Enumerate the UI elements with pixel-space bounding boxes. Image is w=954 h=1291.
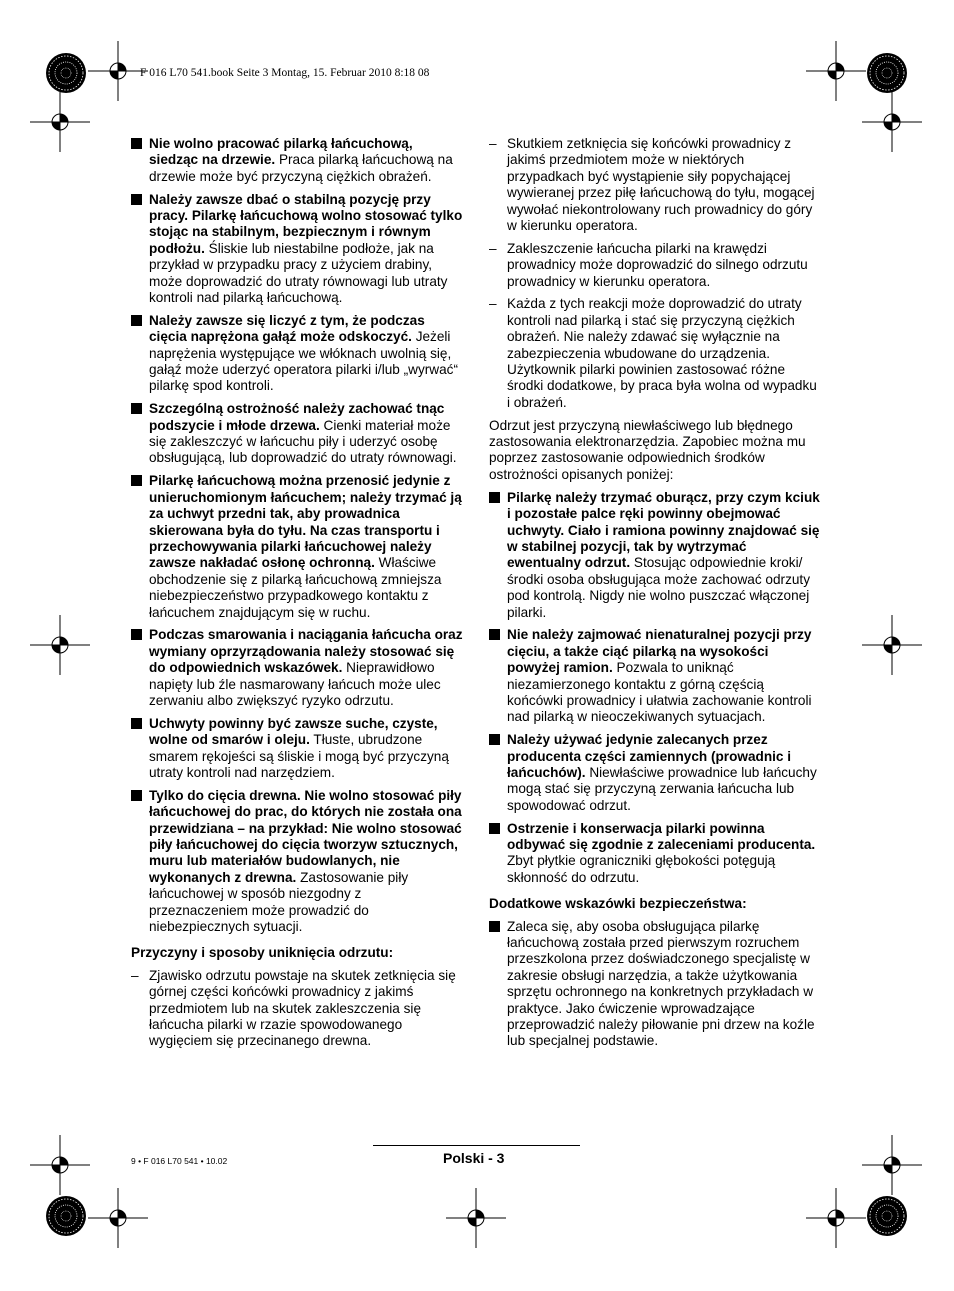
dash-item: – Każda z tych reakcji może doprowadzić do utraty kontroli nad pilarką i stać się przyczyną ciężkich obrażeń. Nie należy zdawać się wyłącznie na zabezpieczenia wbudowane do urządzenia. Użytkownik pilarki powinien zastosować różne środki dodatkowe, by praca była wolna od wypadku i obrażeń. bbox=[489, 296, 817, 410]
safety-bullet: Szczególną ostrożność należy zachować tnąc podszycie i młode drzewa. Cienki materiał może się zakleszczyć w łańcuchu piły i uderzyć osobę obsługującą, lub doprowadzić do utraty równowagi. bbox=[131, 401, 463, 467]
square-bullet-icon bbox=[131, 718, 142, 729]
right-column bbox=[489, 136, 821, 1056]
safety-bullet: Należy zawsze dbać o stabilną pozycję przy pracy. Pilarkę łańcuchową wolno stosować tylko stojąc na stabilnym, bezpiecznym i równym podłożu. Śliskie lub niestabilne podłoże, jak na przykład w przypadku pracy z użyciem drabiny, może doprowadzić do utraty równowagi lub utraty kontroli nad pilarką łańcuchową. bbox=[131, 192, 463, 307]
dash-item: – Zakleszczenie łańcucha pilarki na krawędzi prowadnicy może doprowadzić do silnego odrzutu prowadnicy w kierunku operatora. bbox=[489, 240, 808, 289]
square-bullet-icon bbox=[131, 629, 142, 640]
safety-bullet: Ostrzenie i konserwacja pilarki powinna odbywać się zgodnie z zaleceniami producenta. Zbyt płytkie ograniczniki głębokości potęgują skłonność do odrzutu. bbox=[489, 821, 821, 887]
square-bullet-icon bbox=[131, 138, 142, 149]
square-bullet-icon bbox=[131, 194, 142, 205]
safety-bullet: Tylko do cięcia drewna. Nie wolno stosować piły łańcuchowej do prac, do których nie została ona przewidziana – na przykład: Nie wolno stosować piły łańcuchowej do cięcia tworzyw sztucznych, muru lub materiałów budowlanych, nie wykonanych z drewna. Zastosowanie piły łańcuchowej w sposób niezgodny z przeznaczeniem może prowadzić do niebezpiecznych sytuacji. bbox=[131, 788, 463, 936]
safety-bullet: Nie należy zajmować nienaturalnej pozycji przy cięciu, a także ciąć pilarką na wysokości powyżej ramion. Pozwala to uniknąć niezamierzonego kontaktu z górną częścią końcówki prowadnicy i ułatwia zachowanie kontroli nad pilarką w nieoczekiwanych sytuacjach. bbox=[489, 627, 821, 725]
square-bullet-icon bbox=[489, 734, 500, 745]
safety-bullet: Podczas smarowania i naciągania łańcucha oraz wymiany oprzyrządowania należy stosować się do odpowiednich wskazówek. Nieprawidłowo napięty lub źle nasmarowany łańcuch może ulec zerwaniu albo zwiększyć ryzyko odrzutu. bbox=[131, 627, 463, 709]
safety-bullet: Uchwyty powinny być zawsze suche, czyste, wolne od smarów i oleju. Tłuste, ubrudzone smarem rękojeści są śliskie i mogą być przyczyną utraty kontroli nad narzędziem. bbox=[131, 716, 463, 782]
safety-bullet: Pilarkę łańcuchową można przenosić jedynie z unieruchomionym łańcuchem; należy trzymać ją za uchwyt przedni tak, aby prowadnica skierowana była do tyłu. Na czas transportu i przechowywania pilarki łańcuchowej należy zawsze nakładać osłonę ochronną. Właściwe obchodzenie się z pilarką łańcuchową zmniejsza niebezpieczeństwo przypadkowego kontaktu z łańcuchem znajdującym się w ruchu. bbox=[131, 473, 463, 621]
square-bullet-icon bbox=[131, 315, 142, 326]
square-bullet-icon bbox=[131, 790, 142, 801]
dash-item: – Skutkiem zetknięcia się końcówki prowadnicy z jakimś przedmiotem może w niektórych przypadkach być wystąpienie siły popychającej wywieranej przez piłę łańcuchową do tyłu, mogącej wywołać niekontrolowany ruch prowadnicy do góry w kierunku operatora. bbox=[489, 136, 815, 234]
book-info-header: F 016 L70 541.book Seite 3 Montag, 15. Februar 2010 8:18 08 bbox=[140, 67, 430, 79]
safety-bullet: Nie wolno pracować pilarką łańcuchową, siedząc na drzewie. Praca pilarką łańcuchową na drzewie może być przyczyną ciężkich obrażeń. bbox=[131, 136, 463, 185]
footer-rule bbox=[373, 1145, 580, 1146]
safety-bullet: Pilarkę należy trzymać oburącz, przy czym kciuk i pozostałe palce ręki powinny obejmować uchwyty. Ciało i ramiona powinny znajdować się w stabilnej pozycji, tak by wytrzymać ewentualny odrzut. Stosując odpowiednie kroki/środki osoba obsługująca może zachować odrzuty pod kontrolą. Nigdy nie wolno puszczać włączonej pilarki. bbox=[489, 490, 821, 621]
square-bullet-icon bbox=[489, 629, 500, 640]
footer-code: 9 • F 016 L70 541 • 10.02 bbox=[131, 1156, 228, 1166]
square-bullet-icon bbox=[489, 823, 500, 834]
body-paragraph: Odrzut jest przyczyną niewłaściwego lub błędnego zastosowania elektronarzędzia. Zapobiec można mu poprzez zastosowanie odpowiednich środków ostrożności opisanych poniżej: bbox=[489, 417, 806, 482]
left-column bbox=[131, 136, 463, 1056]
safety-bullet: Należy zawsze się liczyć z tym, że podczas cięcia naprężona gałąź może odskoczyć. Jeżeli naprężenia występujące we włóknach uwolnią się, gałąź może uderzyć operatora pilarki i/lub „wyrwać“ pilarkę spod kontroli. bbox=[131, 313, 463, 395]
section-heading: Dodatkowe wskazówki bezpieczeństwa: bbox=[489, 896, 747, 912]
square-bullet-icon bbox=[131, 403, 142, 414]
square-bullet-icon bbox=[489, 492, 500, 503]
square-bullet-icon bbox=[489, 921, 500, 932]
page-number: Polski - 3 bbox=[443, 1150, 505, 1166]
dash-item: – Zjawisko odrzutu powstaje na skutek zetknięcia się górnej części końcówki prowadnicy z jakimś przedmiotem lub na skutek zakleszczenia się łańcucha pilarki w rzazie spowodowanego wygięciem się przecinanego drewna. bbox=[131, 967, 456, 1049]
safety-bullet: Zaleca się, aby osoba obsługująca pilarkę łańcuchową została przed pierwszym rozruchem przeszkolona przez doświadczonego specjalistę w zakresie obsługi narzędzia, a także użytkowania sprzętu ochronnego na konkretnych przykładach w praktyce. Jako ćwiczenie wprowadzające przeprowadzić należy piłowanie pni drzew na koźle lub specjalnej podstawie. bbox=[489, 919, 821, 1050]
section-heading: Przyczyny i sposoby uniknięcia odrzutu: bbox=[131, 945, 394, 961]
square-bullet-icon bbox=[131, 475, 142, 486]
safety-bullet: Należy używać jedynie zalecanych przez producenta części zamiennych (prowadnic i łańcuchów). Niewłaściwe prowadnice lub łańcuchy mogą stać się przyczyną zerwania łańcucha lub spowodować odrzut. bbox=[489, 732, 821, 814]
